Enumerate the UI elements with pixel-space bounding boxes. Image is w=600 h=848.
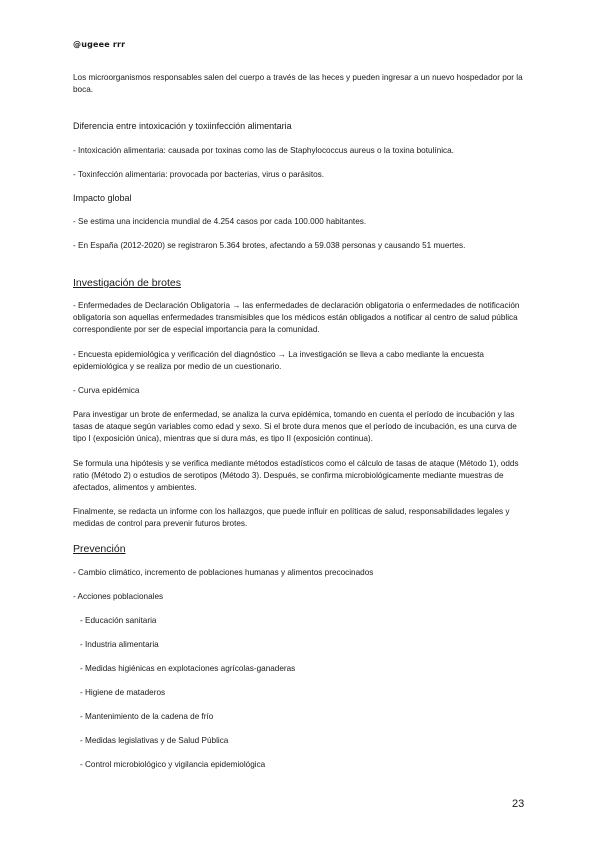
encuesta-paragraph: - Encuesta epidemiológica y verificación del diagnóstico → La investigación se lleva a cabo mediante la encuesta epidemiológica y se realiza por medio de un cuestionario. — [73, 350, 484, 371]
curva-paragraph-2: Se formula una hipótesis y se verifica mediante métodos estadísticos como el cálculo de tasas de ataque (Método 1), odds ratio (Método 2) o estudios de serotipos (Método 3). Después, se confirma microbiológicamente mediante muestras de afectados, alimentos y ambientes. — [73, 459, 519, 492]
prevencion-subitem: - Higiene de mataderos — [80, 688, 166, 697]
prevencion-item: - Acciones poblacionales — [73, 592, 164, 601]
prevencion-subitem: - Industria alimentaria — [80, 640, 159, 649]
prevencion-subitem: - Medidas higiénicas en explotaciones agrícolas-ganaderas — [80, 664, 296, 673]
prevencion-subitem: - Medidas legislativas y de Salud Pública — [80, 736, 229, 745]
diferencia-heading: Diferencia entre intoxicación y toxiinfección alimentaria — [73, 121, 292, 131]
impacto-item-espana: - En España (2012-2020) se registraron 5.364 brotes, afectando a 59.038 personas y causando 51 muertes. — [73, 241, 466, 250]
prevencion-item: - Cambio climático, incremento de poblaciones humanas y alimentos precocinados — [73, 568, 374, 577]
diferencia-item-intoxicacion: - Intoxicación alimentaria: causada por toxinas como las de Staphylococcus aureus o la toxina botulínica. — [73, 146, 454, 155]
investigacion-title: Investigación de brotes — [73, 277, 181, 289]
curva-heading: - Curva epidémica — [73, 386, 140, 395]
intro-paragraph: Los microorganismos responsables salen del cuerpo a través de las heces y pueden ingresar a un nuevo hospedador por la boca. — [73, 73, 523, 94]
prevencion-title: Prevención — [73, 543, 126, 555]
impacto-heading: Impacto global — [73, 193, 132, 203]
page-number: 23 — [512, 798, 525, 810]
prevencion-subitem: - Control microbiológico y vigilancia epidemiológica — [80, 760, 266, 769]
impacto-item-incidencia: - Se estima una incidencia mundial de 4.254 casos por cada 100.000 habitantes. — [73, 217, 367, 226]
diferencia-item-toxinfeccion: - Toxinfección alimentaria: provocada por bacterias, virus o parásitos. — [73, 170, 325, 179]
curva-paragraph-3: Finalmente, se redacta un informe con los hallazgos, que puede influir en políticas de salud, responsabilidades legales y medidas de control para prevenir futuros brotes. — [73, 507, 510, 528]
prevencion-subitem: - Mantenimiento de la cadena de frío — [80, 712, 214, 721]
curva-paragraph-1: Para investigar un brote de enfermedad, se analiza la curva epidémica, tomando en cuenta el período de incubación y las tasas de ataque según variables como edad y sexo. Si el brote dura menos que el período de incubación, es una curva de tipo I (exposición única), mientras que si dura más, es tipo II (exposición continua). — [73, 410, 517, 443]
logo: @ugeee rrr — [73, 40, 126, 49]
prevencion-subitem: - Educación sanitaria — [80, 616, 157, 625]
edo-paragraph: - Enfermedades de Declaración Obligatoria → las enfermedades de declaración obligatoria o enfermedades de notificación obligatoria son aquellas enfermedades transmisibles que los médicos están obligados a notificar al centro de salud pública correspondiente por ser de especial importancia para la comunidad. — [73, 301, 520, 334]
